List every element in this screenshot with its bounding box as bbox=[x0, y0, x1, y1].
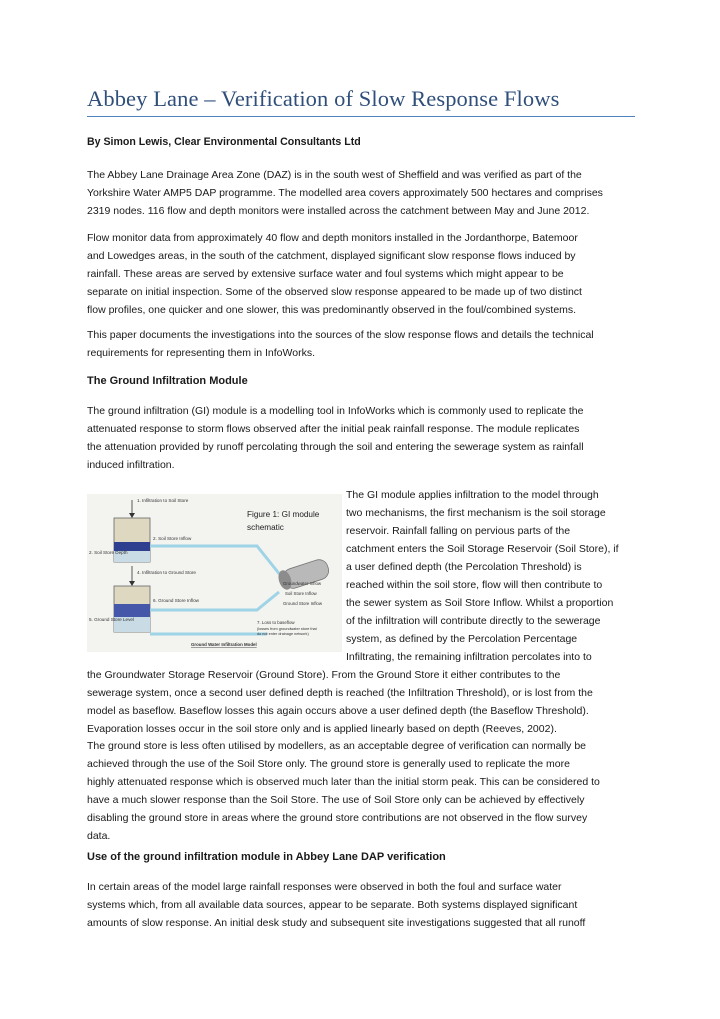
text-line: The Abbey Lane Drainage Area Zone (DAZ) is in the south west of Sheffield and was verified as part of the bbox=[87, 169, 582, 181]
text-line: reached within the soil store, flow will then contribute to bbox=[346, 579, 603, 591]
section-heading-gi: The Ground Infiltration Module bbox=[87, 375, 248, 387]
gi-paragraph-1 bbox=[87, 402, 635, 474]
text-line: data. bbox=[87, 830, 111, 842]
label-soil-depth: 2. Soil Store Depth bbox=[89, 550, 128, 555]
text-line: sewerage system, once a second user defined depth is reached (the Infiltration Threshold), or is lost from the bbox=[87, 687, 593, 699]
gi-continued-paragraph bbox=[87, 666, 635, 738]
intro-paragraph-1 bbox=[87, 166, 635, 220]
label-pipe-groundwater: Groundwater Inflow bbox=[283, 581, 322, 586]
text-line: induced infiltration. bbox=[87, 459, 175, 471]
label-infiltration-ground: 4. Infiltration to Ground Store bbox=[137, 570, 196, 575]
label-pipe-ground: Ground Store Inflow bbox=[283, 601, 323, 606]
text-line: highly attenuated response which is observed much later than the initial storm peak. This can be considered to bbox=[87, 776, 600, 788]
label-pipe-soil: Soil Store Inflow bbox=[285, 591, 317, 596]
caption-line: schematic bbox=[247, 523, 284, 532]
text-line: the Groundwater Storage Reservoir (Ground Store). From the Ground Store it either contributes to the bbox=[87, 669, 561, 681]
gi-paragraph-2 bbox=[87, 737, 635, 845]
text-line: model as baseflow. Baseflow losses this again occurs above a user defined depth (the Baseflow Threshold). bbox=[87, 705, 589, 717]
text-line: flow profiles, one quicker and one slower, this was predominantly observed in the foul/combined systems. bbox=[87, 304, 577, 316]
sewer-pipe-icon bbox=[276, 557, 331, 591]
text-line: Evaporation losses occur in the soil store only and is applied linearly based on depth (Reeves, 2002). bbox=[87, 723, 557, 735]
text-line: and Lowedges areas, in the south of the catchment, displayed significant slow response flows induced by bbox=[87, 250, 576, 262]
label-infiltration-soil: 1. Infiltration to Soil Store bbox=[137, 498, 189, 503]
text-line: attenuated response to storm flows observed after the initial peak rainfall response. The module replicates bbox=[87, 423, 580, 435]
figure-caption bbox=[247, 508, 335, 534]
text-line: rainfall. These areas are served by extensive surface water and foul systems which might appear to be bbox=[87, 268, 564, 280]
label-ground-level: 5. Ground Store Level bbox=[89, 617, 134, 622]
text-line: Flow monitor data from approximately 40 flow and depth monitors installed in the Jordanthorpe, Batemoor bbox=[87, 232, 578, 244]
label-loss-note-1: (losses from groundwater store that bbox=[257, 627, 317, 631]
text-line: have a much slower response than the Soil Store. The use of Soil Store only can be achieved by effectively bbox=[87, 794, 585, 806]
text-line: reservoir. Rainfall falling on pervious parts of the bbox=[346, 525, 571, 537]
text-line: In certain areas of the model large rainfall responses were observed in both the foul and surface water bbox=[87, 881, 562, 893]
text-line: a user defined depth (the Percolation Threshold) is bbox=[346, 561, 582, 573]
abbey-lane-paragraph-1 bbox=[87, 878, 635, 932]
text-line: This paper documents the investigations into the sources of the slow response flows and details the technical bbox=[87, 329, 594, 341]
text-line: catchment enters the Soil Storage Reservoir (Soil Store), if bbox=[346, 543, 619, 555]
ground-store-water bbox=[114, 604, 150, 617]
text-line: systems which, from all available data sources, appear to be separate. Both systems displayed significant bbox=[87, 899, 578, 911]
arrowhead-icon bbox=[129, 581, 135, 586]
text-line: of the infiltration will contribute directly to the sewerage bbox=[346, 615, 601, 627]
text-line: Infiltrating, the remaining infiltration percolates into to bbox=[346, 651, 592, 663]
text-line: 2319 nodes. 116 flow and depth monitors were installed across the catchment between May and June 2012. bbox=[87, 205, 590, 217]
label-ground-inflow: 6. Ground Store Inflow bbox=[153, 598, 199, 603]
text-line: amounts of slow response. An initial desk study and subsequent site investigations suggested that all runoff bbox=[87, 917, 586, 929]
label-loss-baseflow: 7. Loss to baseflow bbox=[257, 620, 295, 625]
label-soil-inflow: 2. Soil Store Inflow bbox=[153, 536, 192, 541]
text-line: two mechanisms, the first mechanism is the soil storage bbox=[346, 507, 606, 519]
text-line: the attenuation provided by runoff percolating through the soil and entering the sewerage system as rainfall bbox=[87, 441, 584, 453]
gi-wrapped-paragraph bbox=[346, 486, 638, 666]
author-byline: By Simon Lewis, Clear Environmental Consultants Ltd bbox=[87, 136, 361, 148]
text-line: achieved through the use of the Soil Store only. The ground store is generally used to replicate the more bbox=[87, 758, 570, 770]
label-loss-note-2: do not enter drainage network) bbox=[257, 632, 309, 636]
text-line: separate on initial inspection. Some of the observed slow response appeared to be made up of two distinct bbox=[87, 286, 582, 298]
arrowhead-icon bbox=[129, 513, 135, 518]
section-heading-abbey-lane: Use of the ground infiltration module in Abbey Lane DAP verification bbox=[87, 851, 446, 863]
text-line: The GI module applies infiltration to the model through bbox=[346, 489, 599, 501]
document-title: Abbey Lane – Verification of Slow Response Flows bbox=[87, 86, 560, 111]
text-line: disabling the ground store in areas where the ground store contributions are not observed in the flow survey bbox=[87, 812, 588, 824]
caption-line: Figure 1: GI module bbox=[247, 510, 320, 519]
text-line: The ground store is less often utilised by modellers, as an acceptable degree of verification can normally be bbox=[87, 740, 587, 752]
text-line: the sewer system as Soil Store Inflow. Whilst a proportion bbox=[346, 597, 614, 609]
intro-paragraph-3 bbox=[87, 326, 635, 362]
text-line: system, as defined by the Percolation Percentage bbox=[346, 633, 578, 645]
intro-paragraph-2 bbox=[87, 229, 635, 319]
text-line: requirements for representing them in InfoWorks. bbox=[87, 347, 315, 359]
text-line: The ground infiltration (GI) module is a modelling tool in InfoWorks which is commonly used to replicate the bbox=[87, 405, 584, 417]
text-line: Yorkshire Water AMP5 DAP programme. The modelled area covers approximately 500 hectares and comprises bbox=[87, 187, 603, 199]
label-model-title: Ground Water Infiltration Model bbox=[191, 642, 257, 647]
title-underline bbox=[87, 116, 635, 117]
